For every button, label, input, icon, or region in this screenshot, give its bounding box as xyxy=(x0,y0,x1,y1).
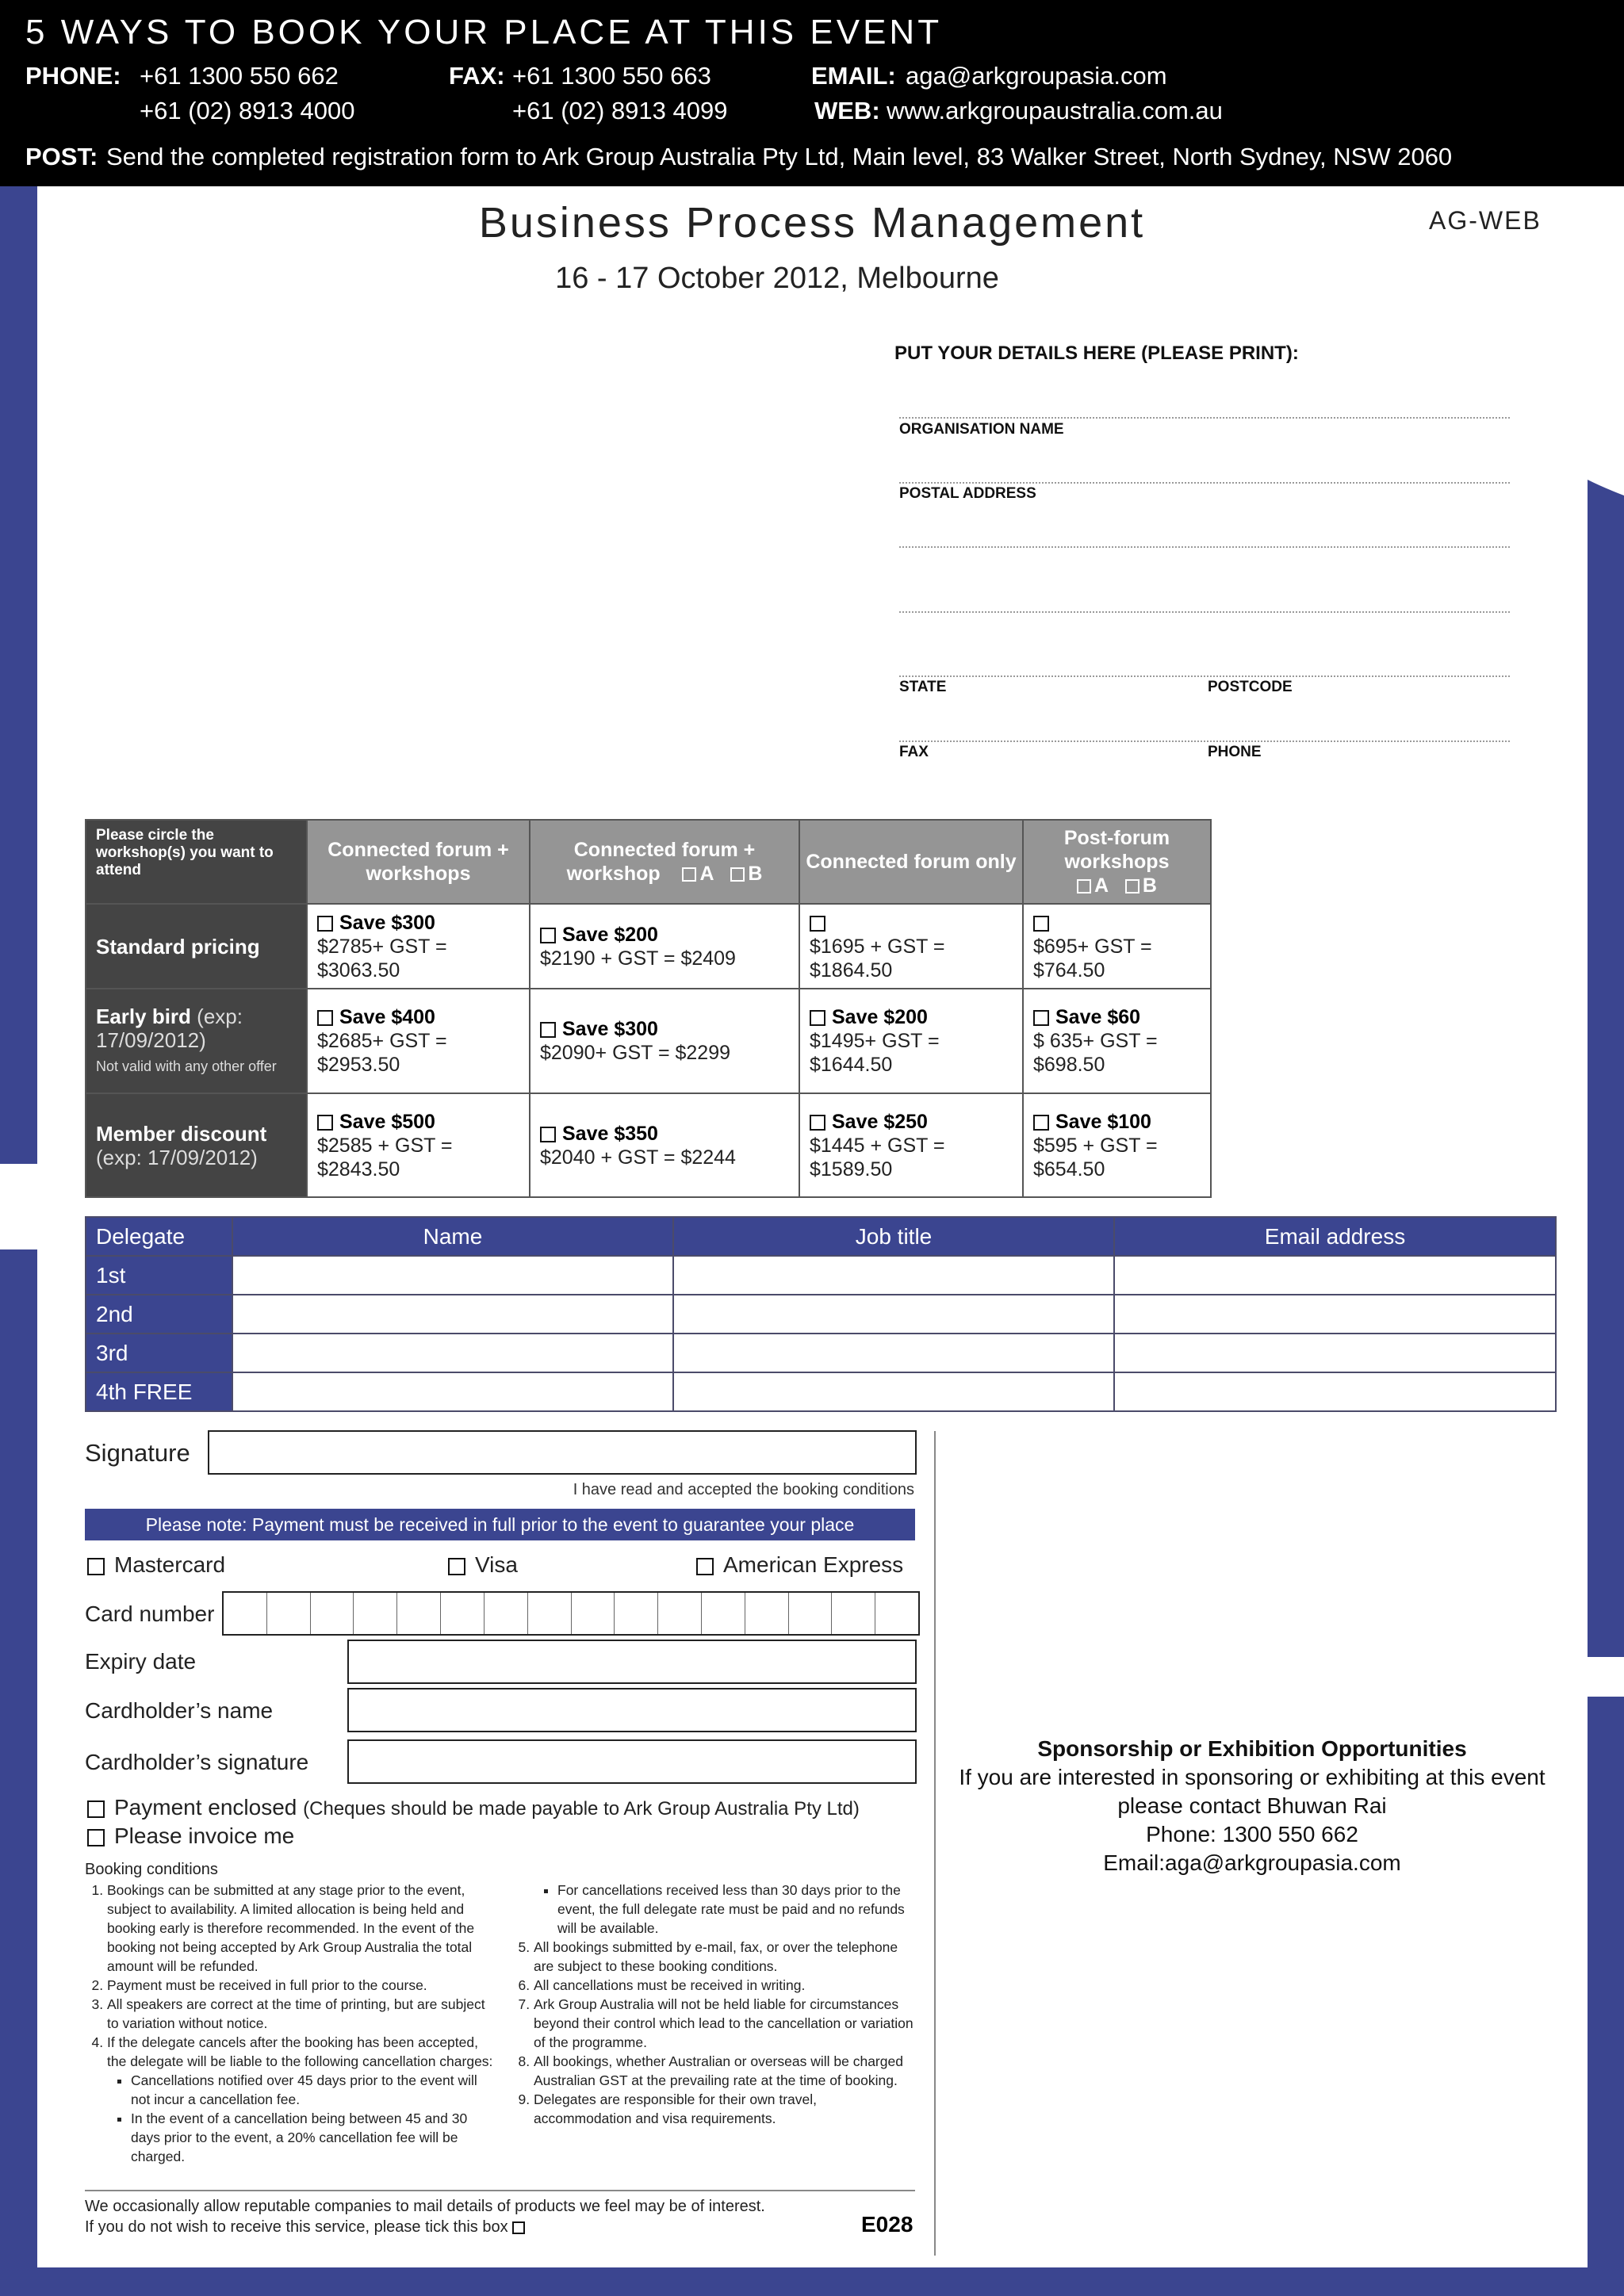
price-text: $595 + GST = $654.50 xyxy=(1033,1134,1158,1181)
card-digit-box[interactable] xyxy=(702,1593,745,1634)
card-digit-box[interactable] xyxy=(311,1593,354,1634)
name-field[interactable] xyxy=(232,1256,673,1295)
card-digit-box[interactable] xyxy=(354,1593,397,1634)
mastercard-checkbox[interactable] xyxy=(87,1558,105,1575)
event-code: AG-WEB xyxy=(1429,206,1542,235)
col4-options xyxy=(1027,874,1207,897)
job-title-field[interactable] xyxy=(673,1295,1114,1334)
event-date: 16 - 17 October 2012, Melbourne xyxy=(555,262,999,295)
condition-text: If the delegate cancels after the booking has been accepted, the delegate will be liable to the following cancellation charges: xyxy=(107,2034,493,2069)
conditions-title: Booking conditions xyxy=(85,1861,218,1878)
option-checkbox[interactable] xyxy=(810,1010,825,1026)
price-text: $2190 + GST = $2409 xyxy=(540,947,736,970)
col2-line1: Connected forum + xyxy=(573,839,756,861)
delegate-header: Delegate xyxy=(86,1217,232,1256)
expiry-label: Expiry date xyxy=(85,1649,197,1674)
postal-line-2[interactable] xyxy=(899,526,1510,548)
amex-checkbox[interactable] xyxy=(696,1558,714,1575)
job-title-header: Job title xyxy=(673,1217,1114,1256)
amex-option[interactable] xyxy=(696,1552,903,1578)
price-cell[interactable] xyxy=(1023,904,1211,989)
condition-subitem: ▪ For cancellations received less than 30 days prior to the event, the full delegate rate must be paid and no refunds will be available. xyxy=(557,1881,916,1938)
side-notch-right xyxy=(1588,1657,1624,1697)
option-checkbox[interactable] xyxy=(317,916,333,932)
postal-label: POSTAL ADDRESS xyxy=(899,485,1036,502)
sponsorship-title: Sponsorship or Exhibition Opportunities xyxy=(1037,1736,1467,1761)
row-label-extra: (exp: 17/09/2012) xyxy=(96,1145,258,1169)
payment-enclosed-note: (Cheques should be made payable to Ark Group Australia Pty Ltd) xyxy=(303,1798,860,1820)
condition-item: 1. Bookings can be submitted at any stage prior to the event, subject to availability. A limited allocation is being held and booking early is therefore recommended. In the event of the booking not being accepted by Ark Group Australia the total amount will be refunded. xyxy=(107,1881,497,1976)
fax-2: +61 (02) 8913 4099 xyxy=(512,97,728,124)
condition-item: 6. All cancellations must be received in writing. xyxy=(534,1976,916,1995)
postcode-label: POSTCODE xyxy=(1208,679,1293,695)
card-digit-box[interactable] xyxy=(658,1593,702,1634)
option-checkbox[interactable] xyxy=(1033,1010,1049,1026)
col-forum-workshop xyxy=(530,820,799,904)
price-text: $ 635+ GST = $698.50 xyxy=(1033,1030,1158,1076)
web-value: www.arkgroupaustralia.com.au xyxy=(887,97,1223,124)
state-line[interactable] xyxy=(899,655,1510,677)
price-text: $1695 + GST = $1864.50 xyxy=(810,935,945,982)
delegate-label: 2nd xyxy=(86,1295,232,1334)
price-text: $2685+ GST = $2953.50 xyxy=(317,1030,447,1076)
save-text: Save $200 xyxy=(562,923,658,946)
save-text: Save $100 xyxy=(1055,1110,1151,1133)
row-label xyxy=(86,904,307,989)
price-cell[interactable] xyxy=(307,1093,530,1197)
phone-label: PHONE: xyxy=(25,62,121,90)
form-code: E028 xyxy=(861,2212,914,2237)
sponsorship-line-2: please contact Bhuwan Rai xyxy=(1117,1793,1387,1818)
sponsorship-line-1: If you are interested in sponsoring or exhibiting at this event xyxy=(959,1765,1545,1789)
email-field[interactable] xyxy=(1114,1295,1556,1334)
conditions-left xyxy=(85,1881,497,2166)
details-heading: PUT YOUR DETAILS HERE (PLEASE PRINT): xyxy=(894,342,1299,364)
payment-enclosed-checkbox[interactable] xyxy=(87,1800,105,1818)
pricing-row-member xyxy=(86,1093,1211,1197)
web-label: WEB: xyxy=(814,97,880,124)
mastercard-label: Mastercard xyxy=(114,1552,226,1577)
price-text: $2585 + GST = $2843.50 xyxy=(317,1134,453,1181)
accepted-conditions-text: I have read and accepted the booking conditions xyxy=(573,1481,914,1498)
row-label xyxy=(86,989,307,1093)
delegate-table xyxy=(85,1216,1557,1412)
conditions-right xyxy=(511,1881,916,2128)
footer-divider xyxy=(85,2190,915,2191)
save-text: Save $200 xyxy=(832,1006,928,1028)
email-field[interactable] xyxy=(1114,1372,1556,1411)
post-b-checkbox[interactable] xyxy=(1125,879,1139,894)
state-label: STATE xyxy=(899,679,947,695)
mailing-optout[interactable] xyxy=(85,2218,531,2237)
row-label xyxy=(86,1093,307,1197)
card-digit-box[interactable] xyxy=(528,1593,572,1634)
price-cell[interactable] xyxy=(1023,1093,1211,1197)
price-text: $1445 + GST = $1589.50 xyxy=(810,1134,945,1181)
mailing-text-1: We occasionally allow reputable companies to mail details of products we feel may be of interest. xyxy=(85,2198,765,2215)
visa-label: Visa xyxy=(475,1552,518,1577)
price-cell[interactable] xyxy=(307,904,530,989)
card-digit-box[interactable] xyxy=(267,1593,311,1634)
delegate-row xyxy=(86,1372,1556,1411)
row-label-extra: (exp: 17/09/2012) xyxy=(96,1004,243,1052)
card-number-field[interactable] xyxy=(222,1591,920,1636)
email-label: EMAIL: xyxy=(811,62,896,90)
condition-item: 2. Payment must be received in full prior to the course. xyxy=(107,1976,497,1995)
condition-item: 9. Delegates are responsible for their own travel, accommodation and visa requirements. xyxy=(534,2090,916,2128)
option-a-label: A xyxy=(699,863,714,885)
option-b-label: B xyxy=(748,863,763,885)
price-cell[interactable] xyxy=(307,989,530,1093)
card-digit-box[interactable] xyxy=(224,1593,267,1634)
condition-subitem: ▪ Cancellations notified over 45 days prior to the event will not incur a cancellation fee. xyxy=(131,2071,497,2109)
post-option-b-label: B xyxy=(1142,874,1157,897)
sponsorship-block xyxy=(936,1735,1568,1877)
cardholder-signature-label: Cardholder’s signature xyxy=(85,1750,309,1774)
save-text: Save $250 xyxy=(832,1110,928,1133)
workshop-b-checkbox[interactable] xyxy=(730,867,745,882)
price-text: $2785+ GST = $3063.50 xyxy=(317,935,447,982)
card-digit-box[interactable] xyxy=(789,1593,833,1634)
option-checkbox[interactable] xyxy=(810,1115,825,1131)
payment-enclosed-label: Payment enclosed xyxy=(114,1795,297,1820)
save-text: Save $60 xyxy=(1055,1006,1141,1028)
pricing-row-standard xyxy=(86,904,1211,989)
option-checkbox[interactable] xyxy=(540,1022,556,1038)
option-checkbox[interactable] xyxy=(317,1115,333,1131)
col-post-forum xyxy=(1023,820,1211,904)
fax-label: FAX: xyxy=(449,62,505,90)
delegate-label: 3rd xyxy=(86,1334,232,1372)
option-checkbox[interactable] xyxy=(1033,916,1049,932)
option-checkbox[interactable] xyxy=(540,928,556,943)
postal-line-1[interactable] xyxy=(899,461,1510,484)
price-cell[interactable] xyxy=(799,1093,1023,1197)
pricing-corner: Please circle the workshop(s) you want to attend xyxy=(86,820,307,904)
post-option-a-label: A xyxy=(1094,874,1109,897)
condition-subitem: ▪ In the event of a cancellation being between 45 and 30 days prior to the event, a 20% cancellation fee will be charged. xyxy=(131,2109,497,2166)
invoice-option[interactable] xyxy=(87,1823,294,1849)
invoice-checkbox[interactable] xyxy=(87,1829,105,1846)
phone-1: +61 1300 550 662 xyxy=(140,62,339,90)
card-digit-box[interactable] xyxy=(441,1593,485,1634)
payment-note-banner: Please note: Payment must be received in full prior to the event to guarantee your place xyxy=(85,1509,915,1540)
visa-option[interactable] xyxy=(448,1552,518,1578)
email-header: Email address xyxy=(1114,1217,1556,1256)
option-checkbox[interactable] xyxy=(317,1010,333,1026)
col-forum-workshops: Connected forum + workshops xyxy=(307,820,530,904)
save-text: Save $300 xyxy=(562,1018,658,1040)
expiry-field[interactable] xyxy=(347,1640,917,1684)
sponsorship-email: Email:aga@arkgroupasia.com xyxy=(1103,1850,1401,1875)
pricing-table xyxy=(85,819,1212,1198)
cardholder-name-label: Cardholder’s name xyxy=(85,1698,274,1723)
condition-item: 3. All speakers are correct at the time of printing, but are subject to variation without notice. xyxy=(107,1995,497,2033)
card-digit-box[interactable] xyxy=(615,1593,658,1634)
sponsorship-phone: Phone: 1300 550 662 xyxy=(1146,1822,1358,1846)
post-a-checkbox[interactable] xyxy=(1077,879,1091,894)
name-field[interactable] xyxy=(232,1295,673,1334)
card-digit-box[interactable] xyxy=(875,1593,918,1634)
post-address: Send the completed registration form to Ark Group Australia Pty Ltd, Main level, 83 Walker Street, North Sydney, NSW 2060 xyxy=(106,143,1453,170)
delegate-label: 4th FREE xyxy=(86,1372,232,1411)
organisation-line[interactable] xyxy=(899,396,1510,419)
row-label-text: Member discount xyxy=(96,1121,267,1146)
delegate-row xyxy=(86,1256,1556,1295)
card-digit-box[interactable] xyxy=(572,1593,615,1634)
price-cell[interactable] xyxy=(530,989,799,1093)
fax-phone-line[interactable] xyxy=(899,720,1510,742)
row-label-text: Early bird xyxy=(96,1004,191,1028)
mastercard-option[interactable] xyxy=(87,1552,225,1578)
email-value: aga@arkgroupasia.com xyxy=(906,62,1167,90)
option-checkbox[interactable] xyxy=(810,916,825,932)
postal-line-3[interactable] xyxy=(899,591,1510,613)
phone-field-label: PHONE xyxy=(1208,744,1262,760)
save-text: Save $300 xyxy=(339,911,435,934)
job-title-field[interactable] xyxy=(673,1256,1114,1295)
option-checkbox[interactable] xyxy=(540,1127,556,1142)
save-text: Save $500 xyxy=(339,1110,435,1133)
price-cell[interactable] xyxy=(1023,989,1211,1093)
price-text: $695+ GST = $764.50 xyxy=(1033,935,1152,982)
name-field[interactable] xyxy=(232,1372,673,1411)
delegate-row xyxy=(86,1295,1556,1334)
signature-field[interactable] xyxy=(208,1430,917,1475)
card-digit-box[interactable] xyxy=(745,1593,789,1634)
payment-enclosed-option[interactable] xyxy=(87,1795,860,1820)
row-label-note: Not valid with any other offer xyxy=(96,1058,277,1074)
row-label-text: Standard pricing xyxy=(96,934,260,959)
name-header: Name xyxy=(232,1217,673,1256)
booking-header xyxy=(0,0,1624,186)
condition-item: 8. All bookings, whether Australian or overseas will be charged Australian GST at the prevailing rate at the time of booking. xyxy=(534,2052,916,2090)
name-field[interactable] xyxy=(232,1334,673,1372)
phone-2: +61 (02) 8913 4000 xyxy=(140,97,355,124)
price-cell[interactable] xyxy=(530,904,799,989)
event-title: Business Process Management xyxy=(478,199,1146,247)
email-field[interactable] xyxy=(1114,1256,1556,1295)
save-text: Save $350 xyxy=(562,1122,658,1145)
card-digit-box[interactable] xyxy=(397,1593,441,1634)
post-label: POST: xyxy=(25,143,98,170)
pricing-row-early-bird xyxy=(86,989,1211,1093)
amex-label: American Express xyxy=(723,1552,904,1577)
invoice-label: Please invoice me xyxy=(114,1823,295,1848)
col2-workshop-label: workshop xyxy=(566,863,661,885)
condition-item: 5. All bookings submitted by e-mail, fax, or over the telephone are subject to these booking conditions. xyxy=(534,1938,916,1976)
card-digit-box[interactable] xyxy=(832,1593,875,1634)
col4-line1: Post-forum workshops xyxy=(1063,827,1170,873)
workshop-a-checkbox[interactable] xyxy=(682,867,696,882)
condition-item: 7. Ark Group Australia will not be held liable for circumstances beyond their control which lead to the cancellation or variation of the programme. xyxy=(534,1995,916,2052)
price-text: $2090+ GST = $2299 xyxy=(540,1042,731,1064)
col-forum-only: Connected forum only xyxy=(799,820,1023,904)
mailing-optout-checkbox[interactable] xyxy=(512,2221,525,2234)
price-cell[interactable] xyxy=(530,1093,799,1197)
price-cell[interactable] xyxy=(799,904,1023,989)
fax-field-label: FAX xyxy=(899,744,929,760)
mailing-text-2: If you do not wish to receive this service, please tick this box xyxy=(85,2218,508,2236)
option-checkbox[interactable] xyxy=(1033,1115,1049,1131)
card-number-label: Card number xyxy=(85,1601,215,1626)
price-cell[interactable] xyxy=(799,989,1023,1093)
visa-checkbox[interactable] xyxy=(448,1558,465,1575)
price-text: $1495+ GST = $1644.50 xyxy=(810,1030,940,1076)
delegate-label: 1st xyxy=(86,1256,232,1295)
email-field[interactable] xyxy=(1114,1334,1556,1372)
condition-item xyxy=(107,2033,497,2166)
col2-line2 xyxy=(534,862,795,886)
delegate-row xyxy=(86,1334,1556,1372)
card-digit-box[interactable] xyxy=(485,1593,528,1634)
side-notch-left xyxy=(0,1164,37,1249)
job-title-field[interactable] xyxy=(673,1334,1114,1372)
save-text: Save $400 xyxy=(339,1006,435,1028)
signature-label: Signature xyxy=(85,1439,190,1467)
price-text: $2040 + GST = $2244 xyxy=(540,1146,736,1169)
cardholder-signature-field[interactable] xyxy=(347,1739,917,1784)
cardholder-name-field[interactable] xyxy=(347,1688,917,1732)
job-title-field[interactable] xyxy=(673,1372,1114,1411)
organisation-label: ORGANISATION NAME xyxy=(899,421,1064,438)
header-title: 5 WAYS TO BOOK YOUR PLACE AT THIS EVENT xyxy=(25,13,943,52)
fax-1: +61 1300 550 663 xyxy=(512,62,711,90)
